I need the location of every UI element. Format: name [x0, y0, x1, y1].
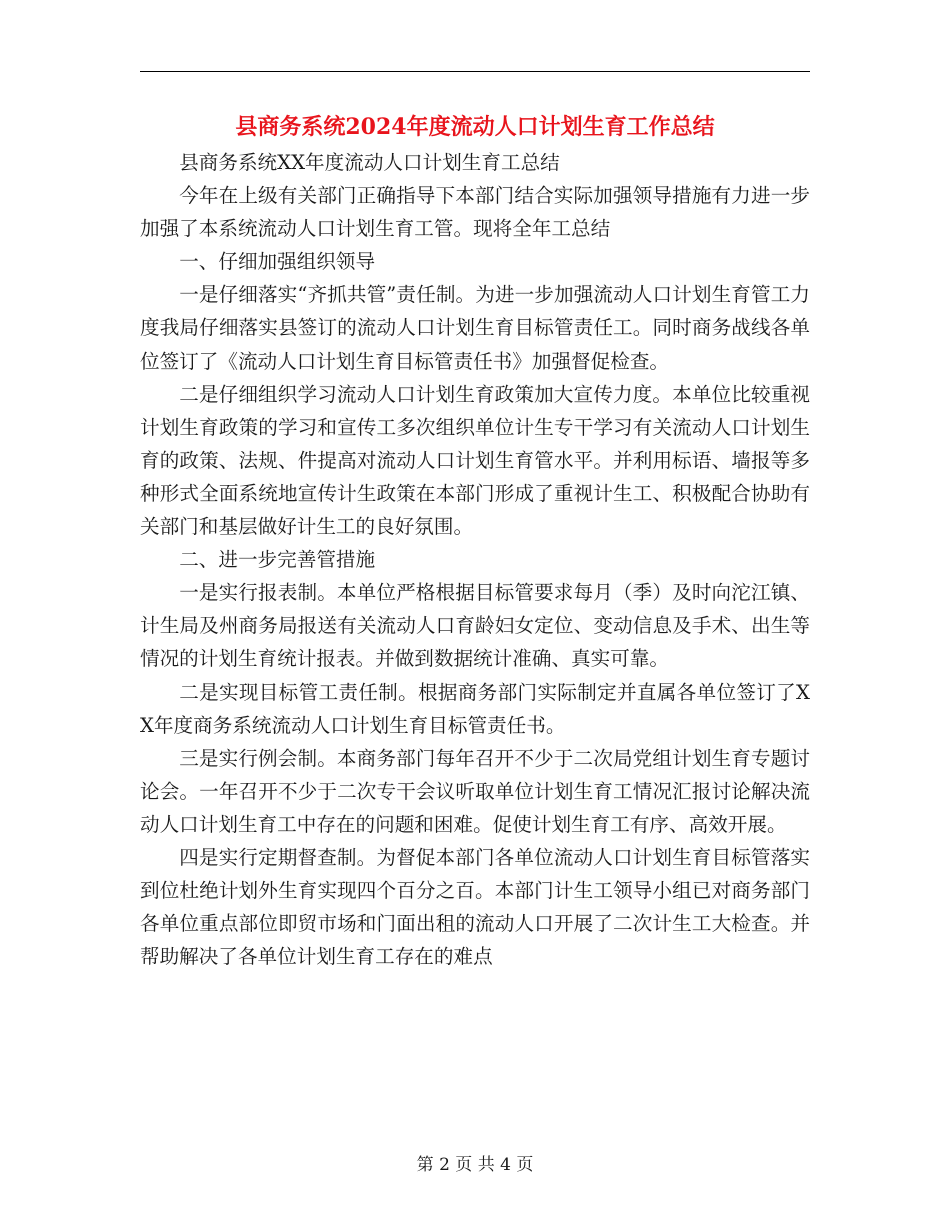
document-body — [140, 146, 810, 973]
paragraph: 二是仔细组织学习流动人口计划生育政策加大宣传力度。本单位比较重视计划生育政策的学习和宣传工多次组织单位计生专干学习有关流动人口计划生育的政策、法规、件提高对流动人口计划生育管水平。并利用标语、墙报等多种形式全面系统地宣传计生政策在本部门形成了重视计生工、积极配合协助有关部门和基层做好计生工的良好氛围。 — [140, 382, 810, 539]
paragraph: 一是实行报表制。本单位严格根据目标管要求每月（季）及时向沱江镇、计生局及州商务局报送有关流动人口育龄妇女定位、变动信息及手术、出生等情况的计划生育统计报表。并做到数据统计准确、真实可靠。 — [140, 581, 810, 671]
header-rule — [140, 71, 810, 72]
document-title: 县商务系统2024年度流动人口计划生育工作总结 — [235, 114, 715, 140]
paragraph: 二是实现目标管工责任制。根据商务部门实际制定并直属各单位签订了XX年度商务系统流动人口计划生育目标管责任书。 — [140, 680, 810, 737]
section-heading: 二、进一步完善管措施 — [179, 548, 376, 572]
section-heading: 一、仔细加强组织领导 — [179, 250, 376, 274]
paragraph: 一是仔细落实“齐抓共管”责任制。为进一步加强流动人口计划生育管工力度我局仔细落实县签订的流动人口计划生育目标管责任工。同时商务战线各单位签订了《流动人口计划生育目标管责任书》加强督促检查。 — [140, 283, 810, 373]
paragraph: 三是实行例会制。本商务部门每年召开不少于二次局党组计划生育专题讨论会。一年召开不少于二次专干会议听取单位计划生育工情况汇报讨论解决流动人口计划生育工中存在的问题和困难。促使计划生育工有序、高效开展。 — [140, 746, 810, 836]
paragraph: 四是实行定期督查制。为督促本部门各单位流动人口计划生育目标管落实到位杜绝计划外生育实现四个百分之百。本部门计生工领导小组已对商务部门各单位重点部位即贸市场和门面出租的流动人口开展了二次计生工大检查。并帮助解决了各单位计划生育工存在的难点 — [140, 845, 810, 969]
paragraph: 今年在上级有关部门正确指导下本部门结合实际加强领导措施有力进一步加强了本系统流动人口计划生育工管。现将全年工总结 — [140, 184, 810, 241]
page-number-footer: 第 2 页 共 4 页 — [416, 1155, 534, 1175]
paragraph: 县商务系统XX年度流动人口计划生育工总结 — [179, 151, 560, 174]
